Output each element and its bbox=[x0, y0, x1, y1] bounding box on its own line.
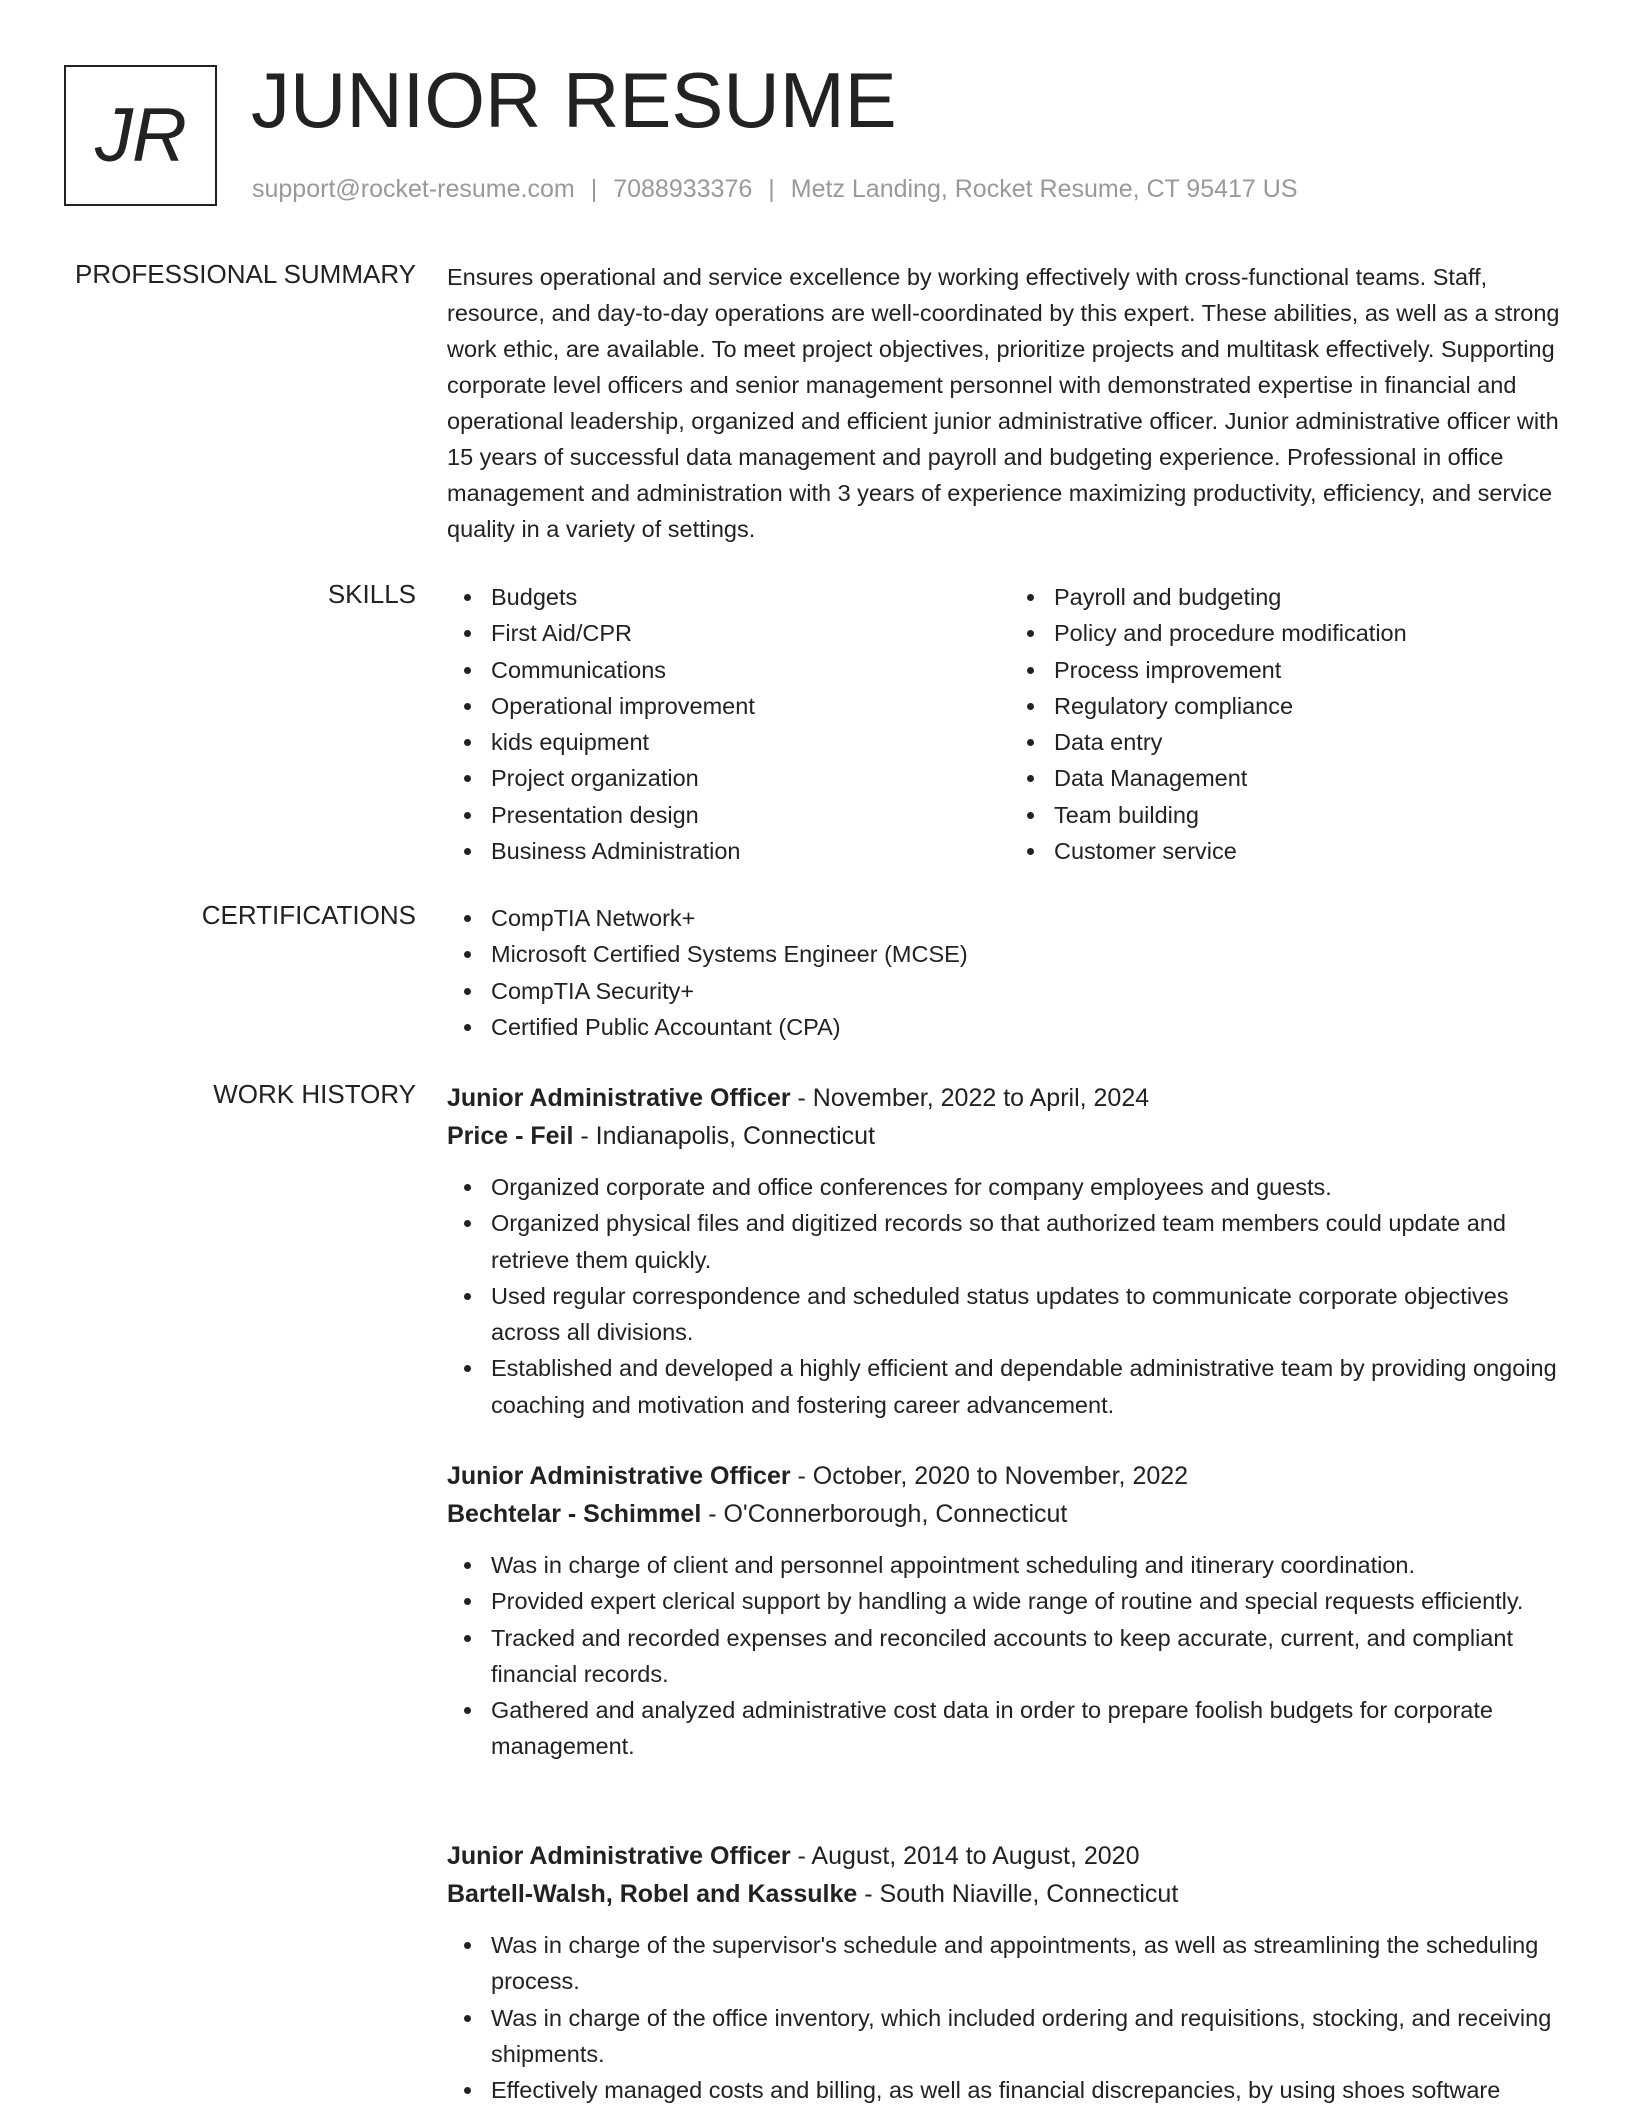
skill-item: Policy and procedure modification bbox=[1054, 615, 1573, 651]
job-bullet: Tracked and recorded expenses and reconciled accounts to keep accurate, current, and compliant financial records. bbox=[491, 1620, 1573, 1693]
job-company: Bechtelar - Schimmel bbox=[447, 1500, 702, 1528]
contact-separator: | bbox=[590, 175, 598, 203]
contact-phone: 7088933376 bbox=[613, 175, 753, 203]
job-entry bbox=[447, 1837, 1573, 2108]
job-bullet: Was in charge of the supervisor's schedule and appointments, as well as streamlining the scheduling process. bbox=[491, 1927, 1573, 2000]
job-bullet: Established and developed a highly efficient and dependable administrative team by providing ongoing coaching and motivation and fostering career advancement. bbox=[491, 1350, 1573, 1423]
job-bullet: Used regular correspondence and scheduled status updates to communicate corporate objectives across all divisions. bbox=[491, 1278, 1573, 1351]
job-dates: - August, 2014 to August, 2020 bbox=[790, 1842, 1140, 1870]
job-title: Junior Administrative Officer bbox=[447, 1842, 791, 1870]
skill-item: Data Management bbox=[1054, 760, 1573, 796]
job-bullet: Organized corporate and office conferences for company employees and guests. bbox=[491, 1169, 1573, 1205]
job-location: - South Niaville, Connecticut bbox=[857, 1880, 1179, 1908]
skill-item: kids equipment bbox=[491, 724, 1010, 760]
job-bullet: Organized physical files and digitized records so that authorized team members could update and retrieve them quickly. bbox=[491, 1205, 1573, 1278]
certification-item: CompTIA Security+ bbox=[491, 973, 1573, 1009]
job-entry bbox=[447, 1079, 1573, 1423]
skill-item: Budgets bbox=[491, 579, 1010, 615]
skills-list-left bbox=[447, 579, 1010, 869]
skill-item: Business Administration bbox=[491, 833, 1010, 869]
job-bullet: Provided expert clerical support by handling a wide range of routine and special requests efficiently. bbox=[491, 1583, 1573, 1619]
resume-name: JUNIOR RESUME bbox=[251, 56, 897, 144]
certification-item: Certified Public Accountant (CPA) bbox=[491, 1009, 1573, 1045]
certifications-heading: CERTIFICATIONS bbox=[201, 900, 416, 930]
work-history-heading: WORK HISTORY bbox=[213, 1079, 416, 1109]
certifications-list bbox=[447, 900, 1573, 1045]
job-bullet: Effectively managed costs and billing, as well as financial discrepancies, by using shoes software bbox=[491, 2072, 1573, 2108]
job-dates: - October, 2020 to November, 2022 bbox=[790, 1462, 1189, 1490]
summary-text: Ensures operational and service excellence by working effectively with cross-functional teams. Staff, resource, and day-to-day operations are well-coordinated by this expert. These abilities, as well as a strong work ethic, are available. To meet project objectives, prioritize projects and multitask effectively. Supporting corporate level officers and senior management personnel with demonstrated expertise in financial and operational leadership, organized and efficient junior administrative officer. Junior administrative officer with 15 years of successful data management and payroll and budgeting experience. Professional in office management and administration with 3 years of experience maximizing productivity, efficiency, and service quality in a variety of settings. bbox=[447, 264, 1560, 542]
job-title: Junior Administrative Officer bbox=[447, 1084, 791, 1112]
skill-item: Project organization bbox=[491, 760, 1010, 796]
job-company: Bartell-Walsh, Robel and Kassulke bbox=[447, 1880, 858, 1908]
skill-item: Process improvement bbox=[1054, 652, 1573, 688]
contact-address: Metz Landing, Rocket Resume, CT 95417 US bbox=[790, 175, 1298, 203]
skill-item: Data entry bbox=[1054, 724, 1573, 760]
skill-item: First Aid/CPR bbox=[491, 615, 1010, 651]
skill-item: Communications bbox=[491, 652, 1010, 688]
job-bullets bbox=[447, 1927, 1573, 2108]
skill-item: Presentation design bbox=[491, 797, 1010, 833]
job-location: - Indianapolis, Connecticut bbox=[573, 1122, 876, 1150]
job-location: - O'Connerborough, Connecticut bbox=[701, 1500, 1068, 1528]
job-entry bbox=[447, 1457, 1573, 1765]
job-company-line bbox=[447, 1875, 1573, 1913]
skill-item: Regulatory compliance bbox=[1054, 688, 1573, 724]
job-company-line bbox=[447, 1495, 1573, 1533]
job-bullet: Gathered and analyzed administrative cost data in order to prepare foolish budgets for corporate management. bbox=[491, 1692, 1573, 1765]
skills-list-right bbox=[1010, 579, 1573, 869]
skills-heading: SKILLS bbox=[327, 579, 416, 609]
job-bullets bbox=[447, 1547, 1573, 1765]
job-title-line bbox=[447, 1079, 1573, 1117]
certification-item: Microsoft Certified Systems Engineer (MCSE) bbox=[491, 936, 1573, 972]
job-title-line bbox=[447, 1457, 1573, 1495]
summary-heading: PROFESSIONAL SUMMARY bbox=[75, 259, 416, 289]
job-company: Price - Feil bbox=[447, 1122, 574, 1150]
skill-item: Team building bbox=[1054, 797, 1573, 833]
job-title: Junior Administrative Officer bbox=[447, 1462, 791, 1490]
contact-email: support@rocket-resume.com bbox=[252, 175, 575, 203]
job-company-line bbox=[447, 1117, 1573, 1155]
skill-item: Payroll and budgeting bbox=[1054, 579, 1573, 615]
skill-item: Customer service bbox=[1054, 833, 1573, 869]
job-bullets bbox=[447, 1169, 1573, 1423]
job-bullet: Was in charge of client and personnel appointment scheduling and itinerary coordination. bbox=[491, 1547, 1573, 1583]
monogram-initials: JR bbox=[95, 93, 186, 178]
job-dates: - November, 2022 to April, 2024 bbox=[790, 1084, 1150, 1112]
job-title-line bbox=[447, 1837, 1573, 1875]
certification-item: CompTIA Network+ bbox=[491, 900, 1573, 936]
job-bullet: Was in charge of the office inventory, which included ordering and requisitions, stocking, and receiving shipments. bbox=[491, 2000, 1573, 2073]
skill-item: Operational improvement bbox=[491, 688, 1010, 724]
monogram-box bbox=[64, 65, 217, 206]
contact-separator: | bbox=[768, 175, 775, 203]
contact-line bbox=[252, 175, 1298, 204]
